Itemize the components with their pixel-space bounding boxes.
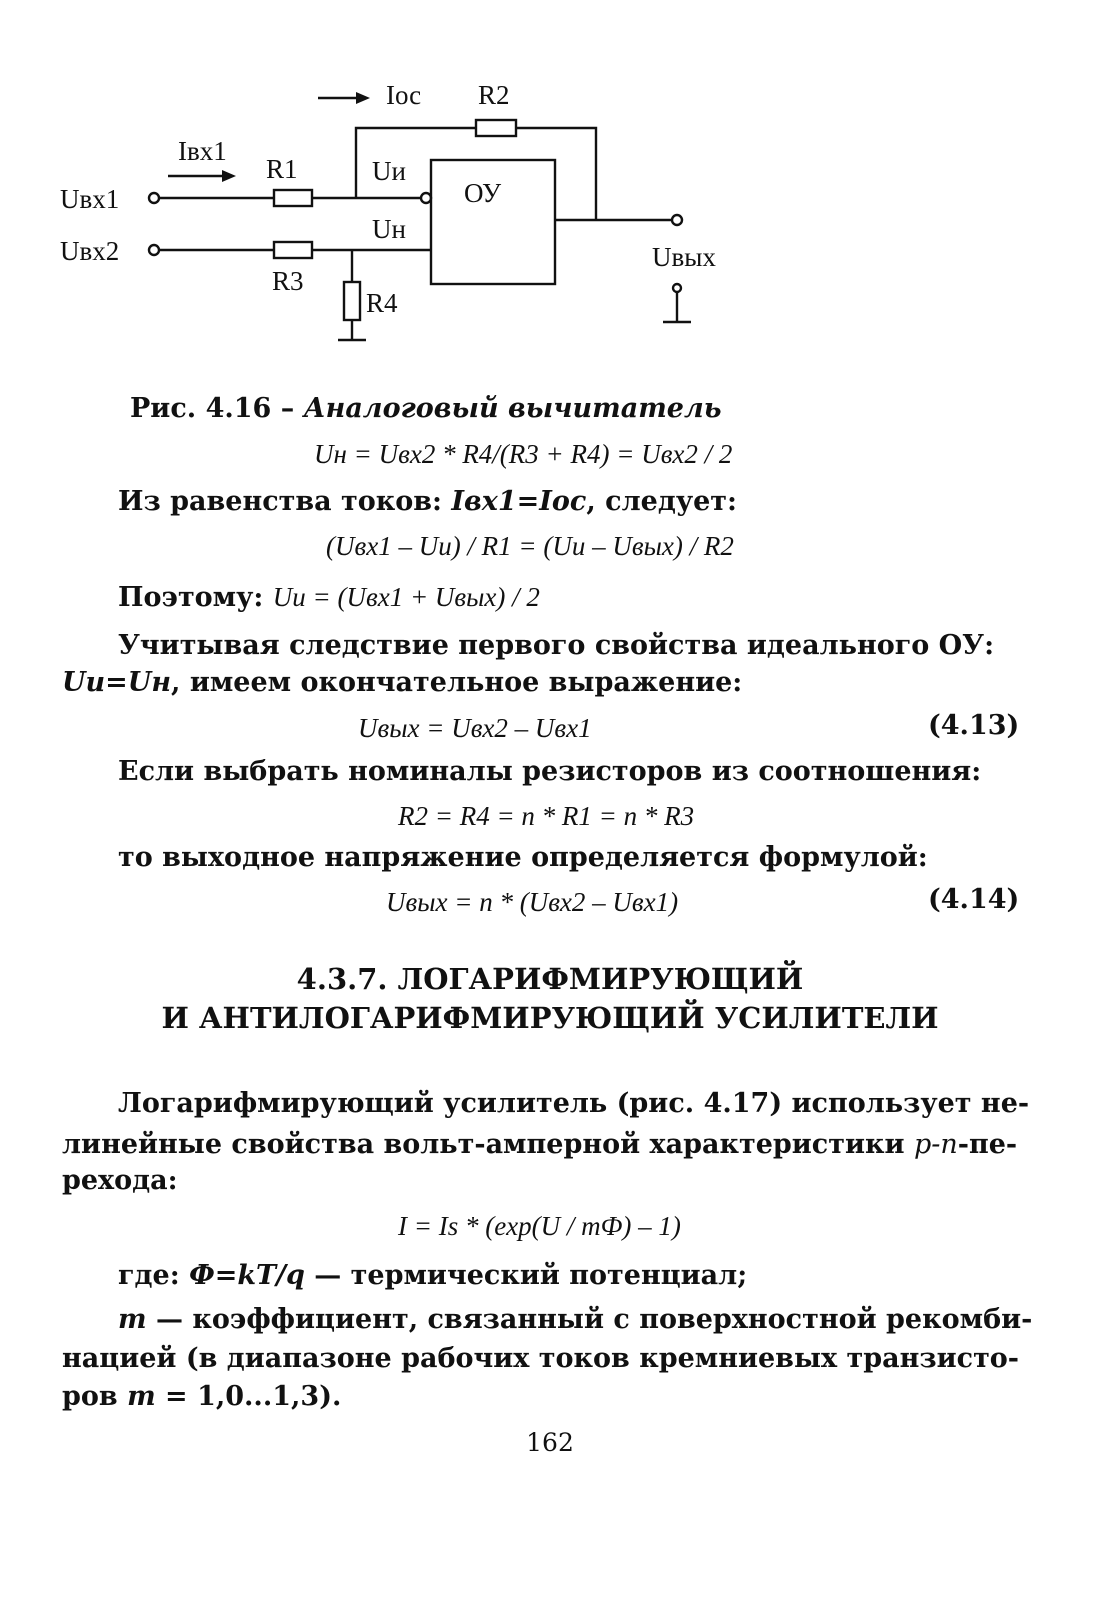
paragraph3-line3 (62, 1380, 341, 1414)
where-expr: Ф=kT/q (189, 1260, 305, 1291)
paragraph1-line1: Учитывая следствие первого свойства идеального ОУ: (118, 630, 995, 661)
formula-resistors: R2 = R4 = n * R1 = n * R3 (398, 801, 695, 831)
formula-un: Uн = Uвх2 * R4/(R3 + R4) = Uвх2 / 2 (314, 439, 733, 469)
terminal-uvyx (672, 215, 682, 225)
paragraph1-line2 (62, 666, 742, 700)
paragraph3-m: m (118, 1304, 147, 1335)
subtractor-circuit-diagram (40, 60, 760, 360)
page-number: 162 (526, 1428, 574, 1457)
line-therefore (118, 580, 540, 615)
currents-suffix: , следует: (586, 486, 737, 517)
paragraph3-line3-prefix: ров (62, 1381, 128, 1412)
paragraph2-line2 (62, 1128, 1017, 1162)
resistor-r2 (476, 120, 516, 136)
where-suffix: — термический потенциал; (304, 1260, 748, 1291)
paragraph1-rest: , имеем окончательное выражение: (171, 667, 743, 698)
paragraph2-line2a: линейные свойства вольт-амперной характеристики (62, 1129, 914, 1160)
paragraph3-line3-m: m (127, 1381, 156, 1412)
paragraph2-pn: p-n (913, 1129, 958, 1160)
paragraph1-expr: Uи=Uн (62, 667, 172, 698)
therefore-expr: Uи = (Uвх1 + Uвых) / 2 (272, 582, 540, 612)
formula-diode-current: I = Is * (exp(U / mФ) – 1) (398, 1211, 681, 1241)
label-r4: R4 (366, 288, 398, 318)
inverting-input-bubble (421, 193, 431, 203)
label-r2: R2 (478, 80, 510, 110)
line-nominal: Если выбрать номиналы резисторов из соотношения: (118, 756, 982, 787)
label-oy: ОУ (464, 178, 502, 208)
label-r3: R3 (272, 266, 304, 296)
therefore-prefix: Поэтому: (118, 582, 273, 613)
formula-current-balance: (Uвх1 – Uи) / R1 = (Uи – Uвых) / R2 (326, 531, 734, 561)
paragraph3-line3-rest: = 1,0...1,3). (155, 1381, 342, 1412)
currents-prefix: Из равенства токов: (118, 486, 452, 517)
formula-uvyx: Uвых = Uвх2 – Uвх1 (358, 713, 592, 743)
label-uvyx: Uвых (652, 242, 716, 272)
paragraph3-line1-rest: — коэффициент, связанный с поверхностной рекомби- (146, 1304, 1033, 1335)
label-r1: R1 (266, 154, 298, 184)
label-ibx1: Iвх1 (178, 136, 227, 166)
paragraph2-line3: рехода: (62, 1165, 178, 1196)
paragraph3-line1 (118, 1302, 1032, 1337)
terminal-ground (673, 284, 681, 292)
label-uvx2: Uвх2 (60, 236, 120, 266)
section-heading-line1: 4.3.7. ЛОГАРИФМИРУЮЩИЙ (296, 962, 804, 996)
line-where (118, 1258, 747, 1293)
figure-caption (130, 392, 722, 426)
label-uvx1: Uвх1 (60, 184, 120, 214)
section-heading (0, 960, 1100, 1038)
label-ioc: Iос (386, 80, 422, 110)
paragraph2-line2b: -пе- (957, 1129, 1018, 1160)
ioc-arrow-head (356, 92, 370, 104)
paragraph2-line1: Логарифмирующий усилитель (рис. 4.17) использует не- (118, 1088, 1030, 1119)
label-un: Uн (372, 214, 406, 244)
line-currents (118, 484, 737, 519)
line-output: то выходное напряжение определяется формулой: (118, 842, 928, 873)
ibx1-arrow-head (222, 170, 236, 182)
where-prefix: где: (118, 1260, 190, 1291)
equation-number-4-14: (4.14) (928, 884, 1020, 915)
paragraph3-line2: нацией (в диапазоне рабочих токов кремниевых транзисто- (62, 1343, 1020, 1374)
resistor-r3 (274, 242, 312, 258)
terminal-uvx1 (149, 193, 159, 203)
currents-expr: Iвх1=Iос (451, 486, 587, 517)
formula-uvyx-n: Uвых = n * (Uвх2 – Uвх1) (386, 887, 679, 917)
section-heading-line2: И АНТИЛОГАРИФМИРУЮЩИЙ УСИЛИТЕЛИ (161, 1001, 939, 1036)
caption-title: Аналоговый вычитатель (303, 393, 722, 424)
label-ui: Uи (372, 156, 406, 186)
caption-prefix: Рис. 4.16 – (130, 393, 304, 424)
equation-number-4-13: (4.13) (928, 710, 1020, 741)
resistor-r1 (274, 190, 312, 206)
resistor-r4 (344, 282, 360, 320)
terminal-uvx2 (149, 245, 159, 255)
